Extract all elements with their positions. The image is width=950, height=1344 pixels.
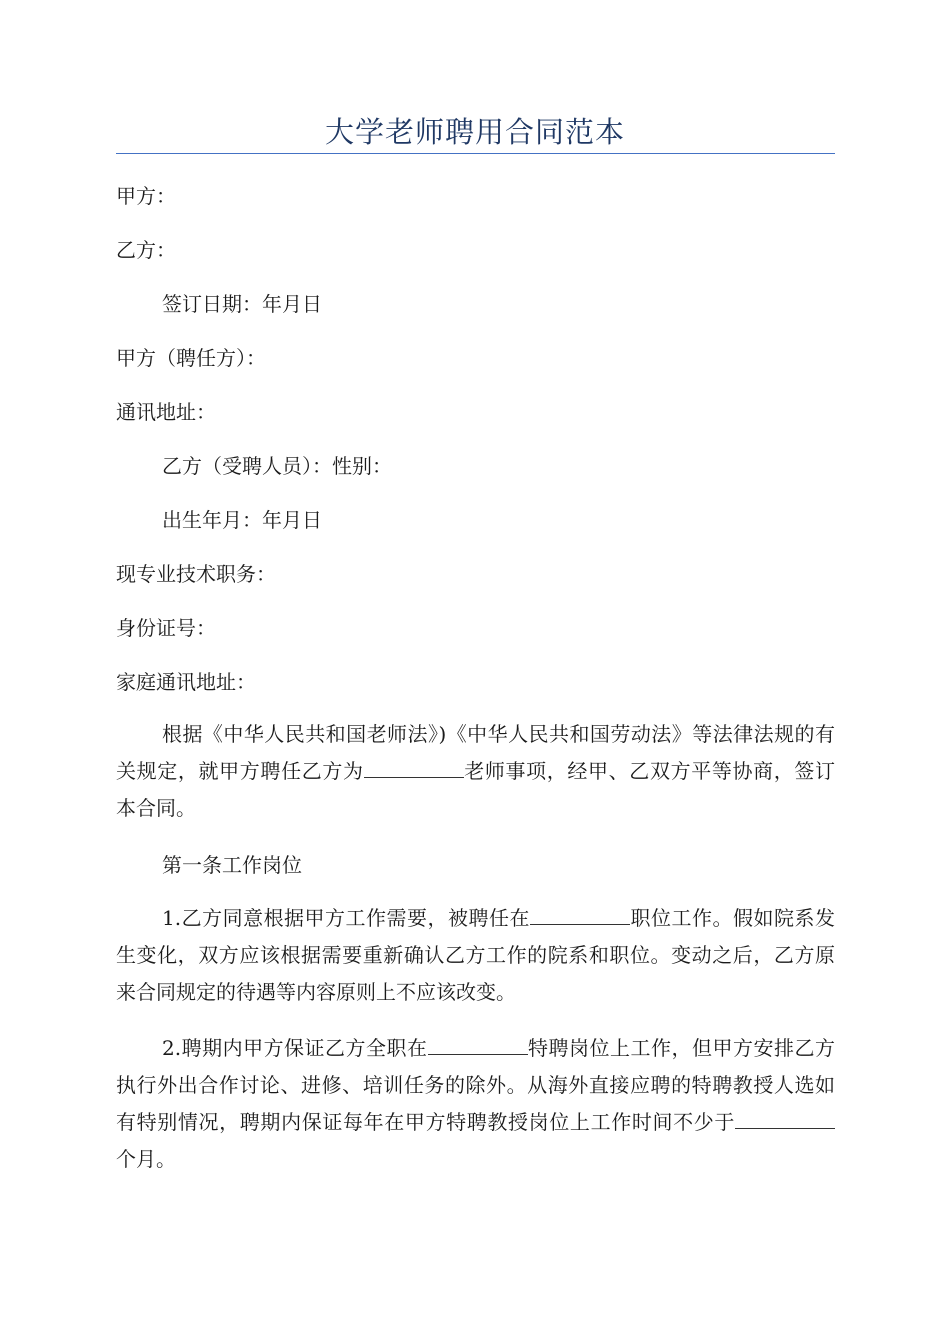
clause-2-text-2: 特聘岗位上工作，但甲方安排乙方执行外出合作讨论、进修、培训任务的除外。从海外直接应聘的特聘教授人选如有特别情况，聘期内保证每年在甲方特聘教授岗位上工作时间不少于 [116,1036,835,1134]
fill-blank [530,906,630,925]
clause-1-text-2: 职位工作。假如院系发生变化，双方应该根据需要重新确认乙方工作的院系和职位。变动之后，乙方原来合同规定的待遇等内容原则上不应该改变。 [116,906,835,1004]
clause-1-text-1: 1.乙方同意根据甲方工作需要，被聘任在 [162,906,531,930]
clause-2-paragraph [116,1030,835,1178]
field-home-address: 家庭通讯地址： [116,670,256,694]
document-title: 大学老师聘用合同范本 [324,115,625,149]
field-current-title: 现专业技术职务： [116,562,276,586]
preamble-paragraph [116,716,835,827]
fill-blank [364,759,464,778]
field-party-a: 甲方： [116,184,176,208]
field-party-b: 乙方： [116,238,176,262]
title-underline [116,153,835,154]
article-1-heading: 第一条工作岗位 [162,853,302,877]
field-party-b-employee: 乙方（受聘人员）：性别： [162,454,392,478]
clause-2-text-3: 个月。 [116,1147,176,1171]
field-birth-date: 出生年月：年月日 [162,508,322,532]
fill-blank [428,1036,528,1055]
fill-blank [735,1110,835,1129]
preamble-text-2: 老师事项，经甲、乙双方平等协商，签订本合同。 [116,759,836,820]
field-address: 通讯地址： [116,400,216,424]
clause-1-paragraph [116,900,835,1011]
field-party-a-employer: 甲方（聘任方）： [116,346,266,370]
preamble-text-1: 根据《中华人民共和国老师法》)《中华人民共和国劳动法》等法律法规的有关规定，就甲方聘任乙方为 [116,722,835,783]
clause-2-text-1: 2.聘期内甲方保证乙方全职在 [162,1036,428,1060]
field-id-number: 身份证号： [116,616,216,640]
field-sign-date: 签订日期：年月日 [162,292,322,316]
